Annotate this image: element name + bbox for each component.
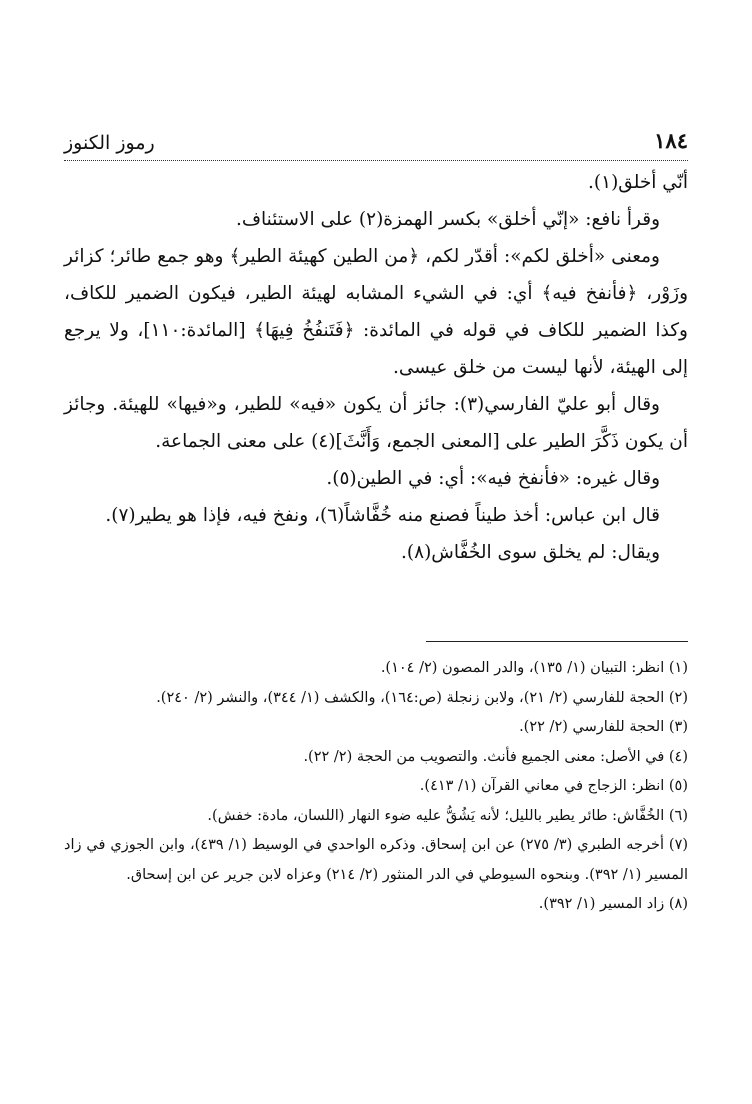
header-divider — [64, 160, 688, 161]
footnote-2: (٢) الحجة للفارسي (٢/ ٢١)، ولابن زنجلة (ص:١٦٤)، والكشف (١/ ٣٤٤)، والنشر (٢/ ٢٤٠). — [156, 689, 688, 706]
page-number: ١٨٤ — [654, 128, 688, 153]
paragraph-1: أنّي أخلق(١). — [588, 172, 688, 193]
paragraph-3: ومعنى «أخلق لكم»: أقدّر لكم، ﴿من الطين كهيئة الطير﴾ وهو جمع طائر؛ كزائر وزَوْر، ﴿فأنفخ فيه﴾ أي: في الشيء المشابه لهيئة الطير، فيكون الضمير للكاف، وكذا الضمير للكاف في قوله في المائدة: ﴿فَتَنفُخُ فِيهَا﴾ [المائدة:١١٠]، ولا يرجع إلى الهيئة، لأنها ليست من خلق عيسى. — [64, 246, 688, 378]
footnote-3: (٣) الحجة للفارسي (٢/ ٢٢). — [519, 719, 688, 735]
footnote-divider — [426, 641, 688, 642]
paragraph-2: وقرأ نافع: «إنّي أخلق» بكسر الهمزة(٢) على الاستئناف. — [235, 209, 660, 230]
main-text — [64, 164, 688, 571]
page-header — [64, 128, 688, 162]
paragraph-4: وقال أبو عليّ الفارسي(٣): جائز أن يكون «فيه» للطير، و«فيها» للهيئة. وجائز أن يكون ذَكَّرَ الطير على [المعنى الجمع، وَأَنَّثَ](٤) على معنى الجماعة. — [64, 394, 688, 452]
running-title: رموز الكنوز — [64, 132, 155, 154]
footnote-5: (٥) انظر: الزجاج في معاني القرآن (١/ ٤١٣). — [419, 778, 688, 794]
footnote-8: (٨) زاد المسير (١/ ٣٩٢). — [538, 896, 688, 912]
footnote-6: (٦) الخُفَّاش: طائر يطير بالليل؛ لأنه يَشُقُّ عليه ضوء النهار (اللسان، مادة: خفش). — [207, 807, 688, 824]
footnote-1: (١) انظر: التبيان (١/ ١٣٥)، والدر المصون (٢/ ١٠٤). — [380, 660, 688, 676]
footnotes — [64, 654, 688, 920]
footnote-4: (٤) في الأصل: معنى الجميع فأنث. والتصويب من الحجة (٢/ ٢٢). — [303, 748, 688, 765]
paragraph-7: ويقال: لم يخلق سوى الخُفَّاش(٨). — [401, 542, 660, 563]
paragraph-6: قال ابن عباس: أخذ طيناً فصنع منه خُفَّاشاً(٦)، ونفخ فيه، فإذا هو يطير(٧). — [105, 505, 660, 526]
footnote-7: (٧) أخرجه الطبري (٣/ ٢٧٥) عن ابن إسحاق. وذكره الواحدي في الوسيط (١/ ٤٣٩)، وابن الجوزي في زاد المسير (١/ ٣٩٢). وبنحوه السيوطي في الدر المنثور (٢/ ٢١٤) وعزاه لابن جرير عن ابن إسحاق. — [64, 837, 689, 883]
paragraph-5: وقال غيره: «فأنفخ فيه»: أي: في الطين(٥). — [326, 468, 660, 489]
